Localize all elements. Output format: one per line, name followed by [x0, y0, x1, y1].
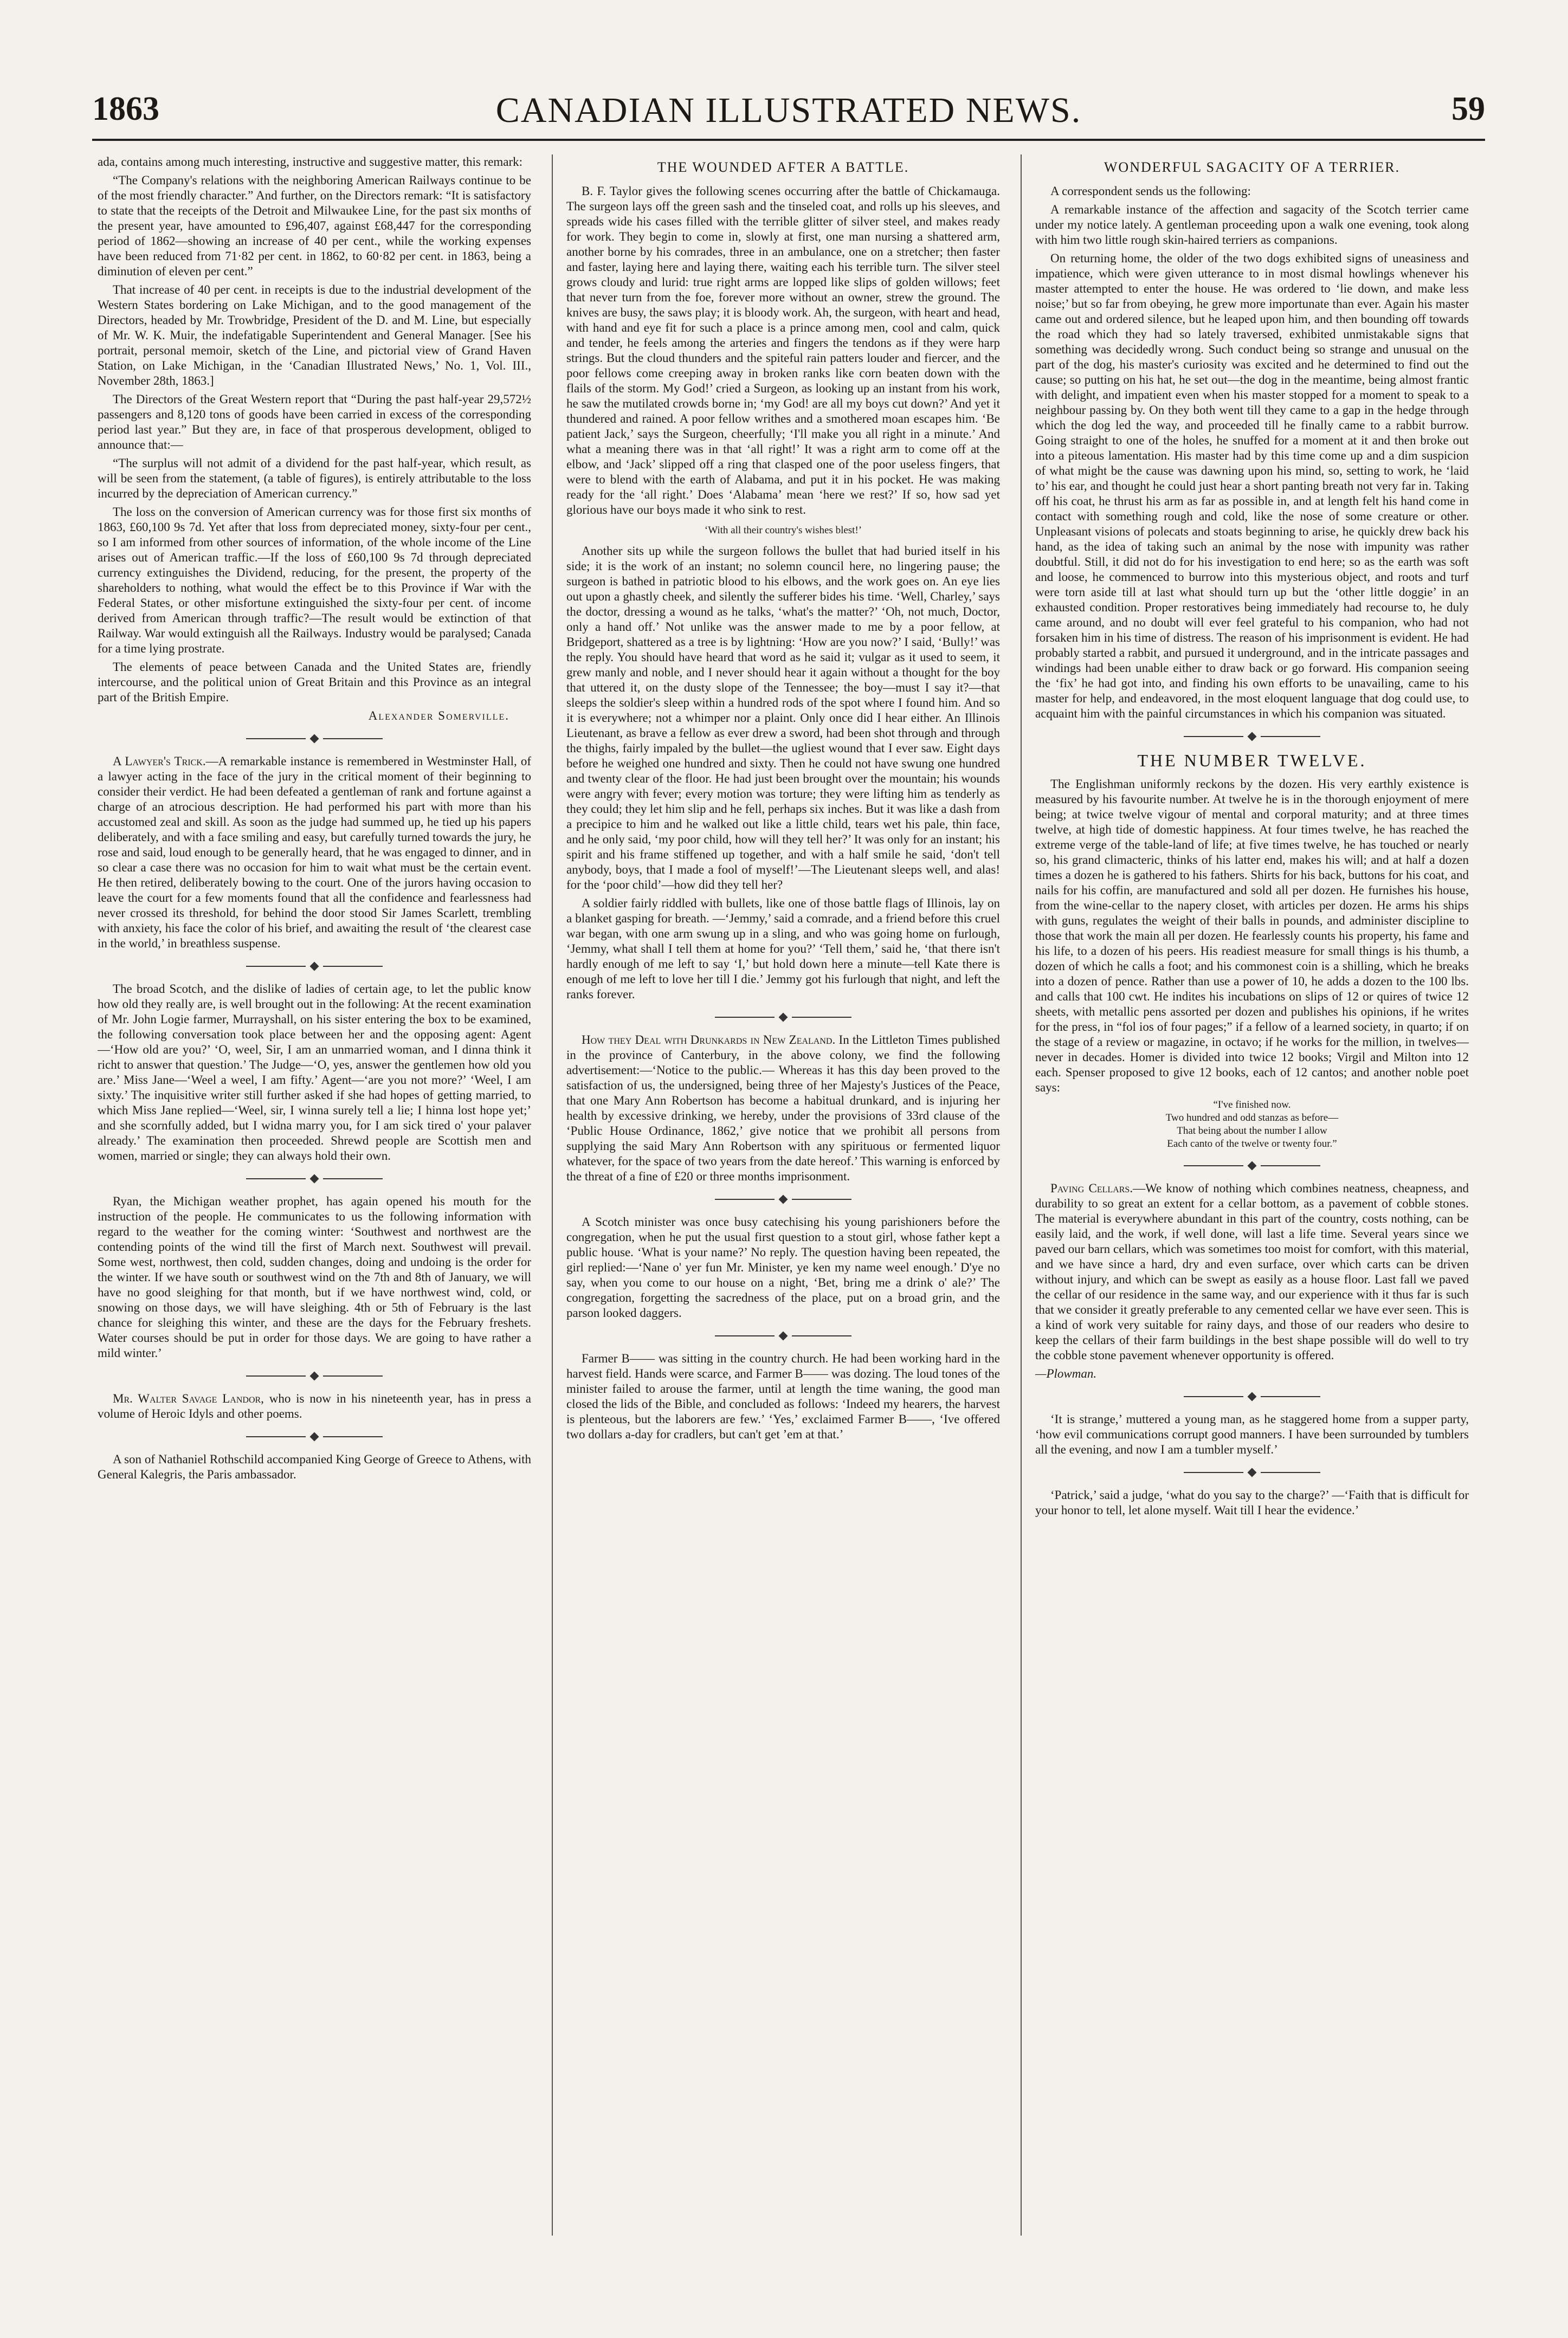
page-number: 59 — [1451, 91, 1485, 127]
source-credit: —Plowman. — [1035, 1367, 1097, 1380]
section-divider — [1035, 1469, 1469, 1476]
section-divider — [566, 1196, 1000, 1203]
section-divider — [1035, 1162, 1469, 1169]
article-paragraph: Ryan, the Michigan weather prophet, has again opened his mouth for the instruction of the people. He communicates to us the following information with regard to the weather for the coming winter: ‘Southwest and northwest are the contending points of the wind till the first of March next. Southwest will prevail. Some west, northwest, then cold, sudden changes, doing and undoing is the order for the winter. If we have south or southwest wind on the 7th and 8th of January, we will have no good sleighing for that month, but if we have northwest wind, cold, or snowing on those days, we will have sleighing. 4th or 5th of February is the last chance for sleighing this winter, and these are the days for the February freshets. Water courses should be put in order for those days. We are going to have rather a mild winter.’ — [98, 1194, 531, 1360]
verse-line: Each canto of the twelve or twenty four.” — [1167, 1138, 1337, 1149]
article-paragraph: A remarkable instance of the affection and sagacity of the Scotch terrier came under my notice lately. A gentleman proceeding upon a walk one evening, took along with him two little rough skin-haired terriers as companions. — [1035, 203, 1469, 247]
article-paragraph: A correspondent sends us the following: — [1050, 184, 1251, 198]
section-divider — [566, 1014, 1000, 1021]
article-paragraph: ada, contains among much interesting, instructive and suggestive matter, this remark: — [98, 155, 523, 169]
publication-title: CANADIAN ILLUSTRATED NEWS. — [495, 91, 1082, 130]
item-text: who is now in his nineteenth year, has in press a volume of Heroic Idyls and other poems. — [98, 1392, 531, 1420]
article-paragraph: Another sits up while the surgeon follows the bullet that had buried itself in his side; it is the work of an instant; no solemn council here, no lingering pause; the surgeon is bathed in patriotic blood to his elbows, and the work goes on. An eye lies out upon a ghastly cheek, and silently the sufferer bides his time. ‘Well, Charley,’ says the doctor, dressing a wound as he talks, ‘what's the matter?’ ‘Oh, not much, Doctor, only a hand off.’ Not unlike was the answer made to me by a poor fellow, at Bridgeport, shattered as a tree is by lightning: ‘How are you now?’ I said, ‘Bully!’ was the reply. You should have heard that word as he said it; vulgar as it used to seem, it grew manly and noble, and I never should hear it again without a thought for the boy that uttered it, on the dusty slope of the Tennessee; the boy—must I say it?—that sleeps the soldier's sleep within a hundred rods of the spot where I found him. And so it is everywhere; not a whimper nor a plaint. Only once did I hear either. An Illinois Lieutenant, as brave a fellow as ever drew a sword, had been shot through and through the thighs, fairly impaled by the bullet—the ugliest wound that I ever saw. Eight days before he weighed one hundred and sixty. Then he could not have swung one hundred and twenty clear of the floor. He had just been brought over the mountain; his wounds were angry with fever; every motion was torture; they were lifting him as tenderly as they could; they let him slip and he fell, perhaps six inches. But it was like a dash from a precipice to him and he walked out like a little child, tears wet his pale, thin face, and he only said, ‘my poor child, how will they tell her?’ It was only for an instant; his spirit and his frame stiffened up together, and with a half smile he said, ‘don't tell anybody, boys, that I made a fool of myself!’—The Lieutenant sleeps well, and alas! for the ‘poor child’—how did they tell her? — [566, 544, 1000, 892]
article-paragraph: That increase of 40 per cent. in receipts is due to the industrial development of the Western States bordering on Lake Michigan, and to the good management of the Directors, headed by Mr. Trowbridge, President of the D. and M. Line, but especially of Mr. W. K. Muir, the indefatigable Superintendent and General Manager. [See his portrait, personal memoir, sketch of the Line, and pictorial view of Grand Haven Station, on Lake Michigan, in the ‘Canadian Illustrated News,’ No. 1, Vol. III., November 28th, 1863.] — [98, 283, 531, 387]
section-divider — [98, 1373, 531, 1379]
verse-line: “I've finished now. — [1213, 1099, 1291, 1110]
section-divider — [1035, 733, 1469, 740]
item-lead: How they Deal with Drunkards in New Zealand. — [582, 1033, 836, 1047]
column-left — [98, 154, 531, 2268]
header-rule — [92, 139, 1485, 141]
article-paragraph: Farmer B—— was sitting in the country church. He had been working hard in the harvest field. Hands were scarce, and Farmer B—— was dozing. The loud tones of the minister failed to arouse the farmer, until at length the time waning, the good man closed the lids of the Bible, and concluded as follows: ‘Indeed my hearers, the harvest is plenteous, but the laborers are few.’ ‘Yes,’ exclaimed Farmer B——, ‘Ive offered two dollars a-day for cradlers, but can't get ’em at that.’ — [566, 1352, 1000, 1441]
section-divider — [98, 1176, 531, 1182]
article-paragraph: ‘It is strange,’ muttered a young man, as he staggered home from a supper party, ‘how evil communications corrupt good manners. I have been surrounded by tumblers all the evening, and now I am a tumbler myself.’ — [1035, 1412, 1469, 1456]
article-paragraph: A soldier fairly riddled with bullets, like one of those battle flags of Illinois, lay on a blanket gasping for breath. —‘Jemmy,’ said a comrade, and a friend before this cruel war began, with one arm swung up in a sling, and who was going home on furlough, ‘Jemmy, what shall I tell them at home for you?’ ‘Tell them,’ said he, ‘that there isn't hardly enough of me left to say ‘I,’ but hold down here a minute—tell Kate there is enough of me left to love her till I die.’ Jemmy got his furlough that night, and left the ranks forever. — [566, 896, 1000, 1001]
masthead — [92, 87, 1485, 146]
section-divider — [566, 1333, 1000, 1339]
article-paragraph: The loss on the conversion of American currency was for those first six months of 1863, £60,100 9s 7d. Yet after that loss from depreciated money, sixty-four per cent., so I am informed from other sources of information, of the whole income of the Line arises out of American traffic.—If the loss of £60,100 9s 7d through depreciated currency extinguishes the Dividend, reducing, for the present, the property of the shareholders to nothing, what would the effect be to this Province if War with the Federal States, or other misfortune extinguished the sixty-four per cent. of income derived from American through traffic?—The result would be extinction of that Railway. War would extinguish all the Railways. Industry would be paralysed; Canada for a time lying prostrate. — [98, 505, 531, 655]
item-lead: A Lawyer's Trick. — [113, 754, 206, 768]
article-paragraph: A son of Nathaniel Rothschild accompanied King George of Greece to Athens, with General Kalegris, the Paris ambassador. — [98, 1452, 531, 1481]
item-text: —A remarkable instance is remembered in Westminster Hall, of a lawyer acting in the face of the jury in the critical moment of their beginning to consider their verdict. He had been defeated a gentleman of rank and fortune against a charge of an atrocious description. He had performed his part with more than his accustomed zeal and skill. As soon as the judge had summed up, he tied up his papers deliberately, and with a face smiling and easy, but carefully turned towards the jury, he rose and said, loud enough to be generally heard, that he was engaged to dinner, and in so clear a case there was no occasion for him to wait what must be the certain event. He then retired, deliberately bowing to the court. One of the jurors having occasion to leave the court for a few moments found that all the confidence and fearlessness had never crossed its threshold, for behind the door stood Sir James Scarlett, trembling with anxiety, his face the color of his brief, and awaiting the result of ‘the clearest case in the world,’ in breathless suspense. — [98, 754, 531, 950]
article-paragraph — [98, 754, 531, 951]
article-paragraph — [98, 1391, 531, 1422]
article-paragraph: The Directors of the Great Western report that “During the past half-year 29,572½ passengers and 8,120 tons of goods have been carried in excess of the corresponding period last year.” But they are, in face of that prosperous development, obliged to announce that:— — [98, 392, 531, 451]
article-paragraph — [566, 1032, 1000, 1184]
section-divider — [98, 735, 531, 742]
column-divider — [1021, 154, 1022, 2236]
column-right — [1035, 154, 1469, 2268]
article-paragraph: On returning home, the older of the two dogs exhibited signs of uneasiness and impatience, which were given utterance to in most dismal howlings whenever his master attempted to enter the house. He was ordered to ‘lie down, and make less noise;’ but so far from obeying, he grew more importunate than ever. Again his master came out and ordered silence, but he leaped upon him, and then bounding off towards the road which they had so lately traversed, exhibited unmistakable signs that something was decidedly wrong. Such conduct being so strange and unusual on the part of the dog, his master's curiosity was excited and he determined to find out the cause; so putting on his hat, he set out—the dog in the meantime, being almost frantic with delight, and impatient even when his master stopped for a moment to speak to a neighbour passing by. On they both went till they came to a gap in the hedge through which the dog led the way, and proceeded till he finally came to a rabbit burrow. Going straight to one of the holes, he snuffed for a moment at it and then broke out into a piteous lamentation. His master had by this time come up and a dim suspicion of what might be the cause was dawning upon his mind, so, setting to work, he ‘laid to’ his ear, and thought he could just hear a short panting breath not very far in. Taking off his coat, he thrust his arm as far as possible in, and at length felt his hand come in contact with something rough and cold, like the nose of some creature or other. Unpleasant visions of polecats and stoats beginning to arise, he quickly drew back his hand, as the idea of taking such an animal by the nose with impunity was rather doubtful. Still, it did not do for his investigation to end here; so as the earth was soft and loose, he commenced to burrow into this mysterious object, and roots and turf were torn aside till at last what should turn up but the ‘other little doggie’ in an exhausted condition. Proper restoratives being immediately had recourse to, he duly came around, and no doubt will ever feel grateful to his companion, who had not forsaken him in his time of distress. The reason of his imprisonment is evident. He had probably started a rabbit, and pursued it underground, and in the intricate passages and windings had been unable either to draw back or go forward. His companion seeing the ‘fix’ he had got into, and finding his own efforts to be unavailing, came to his master for help, and endeavored, in the most eloquent language that dog could use, to acquaint him with the painful circumstances in which his companion was situated. — [1035, 251, 1469, 720]
column-middle — [566, 154, 1000, 2268]
item-lead: Paving Cellars. — [1050, 1181, 1133, 1195]
item-lead: Mr. Walter Savage Landor, — [113, 1392, 264, 1405]
article-paragraph: “The surplus will not admit of a dividend for the past half-year, which result, as will be seen from the statement, (a table of figures), is entirely attributable to the loss incurred by the depreciation of American currency.” — [98, 456, 531, 500]
section-divider — [1035, 1393, 1469, 1400]
column-divider — [552, 154, 553, 2236]
pull-quote: ‘With all their country's wishes blest!’ — [704, 525, 862, 536]
verse-line: Two hundred and odd stanzas as before— — [1165, 1112, 1339, 1123]
item-text: In the Littleton Times published in the province of Canterbury, in the above colony, we find the following advertisement:—‘Notice to the public.— Whereas it has this day been proved to the satisfaction of us, the undersigned, being three of her Majesty's Justices of the Peace, that one Mary Ann Robertson has become a habitual drunkard, and is injuring her health by excessive drinking, we hereby, under the provisions of 33rd clause of the ‘Public House Ordinance, 1862,’ give notice that we prohibit all persons from supplying the said Mary Ann Robertson with any spirituous or fermented liquor whatever, for the space of two years from the date hereof.’ This warning is enforced by the threat of a fine of £20 or three months imprisonment. — [566, 1033, 1000, 1183]
article-paragraph: ‘Patrick,’ said a judge, ‘what do you say to the charge?’ —‘Faith that is difficult for your honor to tell, let alone myself. Wait till I hear the evidence.’ — [1035, 1488, 1469, 1517]
article-paragraph: The broad Scotch, and the dislike of ladies of certain age, to let the public know how old they really are, is well brought out in the following: At the recent examination of Mr. John Logie farmer, Murrayshall, on his sister entering the box to be examined, the following conversation took place between her and the opposing agent: Agent—‘How old are you?’ ‘O, weel, Sir, I am an unmarried woman, and I dinna think it richt to answer that question.’ The Judge—‘O, yes, answer the gentlemen how old you are.’ Miss Jane—‘Weel a weel, I am fifty.’ Agent—‘are you not more?’ ‘Weel, I am sixty.’ The inquisitive writer still further asked if she had hopes of getting married, to which Miss Jane replied—‘Weel, sir, I winna surely tell a lie; I hinna lost hope yet;’ and she scornfully added, but I widna marry you, for I am sick tired o' your palaver already.’ The examination then proceeded. Shrewd people are Scottish men and women, married or single; they can always hold their own. — [98, 982, 531, 1162]
article-paragraph — [1035, 1181, 1469, 1363]
section-divider — [98, 963, 531, 970]
article-paragraph: A Scotch minister was once busy catechising his young parishioners before the congregation, when he put the usual first question to a stout girl, whose father kept a public house. ‘What is your name?’ No reply. The question having been repeated, the girl replied:—‘Nane o' yer fun Mr. Minister, ye ken my name weel enough.’ D'ye no say, when you come to our house on a night, ‘Bet, bring me a drink o' ale?’ The congregation, forgetting the sacredness of the place, put on a broad grin, and the parson looked daggers. — [566, 1215, 1000, 1320]
article-paragraph: “The Company's relations with the neighboring American Railways continue to be of the most friendly character.” And further, on the Directors remark: “It is satisfactory to state that the receipts of the Detroit and Milwaukee Line, for the past six months of the present year, have amounted to £96,407, against £68,447 for the corresponding period of 1862—showing an increase of 40 per cent., while the working expenses have been reduced from 71·82 per cent. in 1862, to 60·82 per cent. in 1863, being a diminution of eleven per cent.” — [98, 173, 531, 278]
issue-year: 1863 — [92, 91, 159, 127]
verse-line: That being about the number I allow — [1177, 1125, 1327, 1136]
article-paragraph: B. F. Taylor gives the following scenes occurring after the battle of Chickamauga. The surgeon lays off the green sash and the tinseled coat, and rolls up his sleeves, and spreads wide his cases filled with the terrible glitter of silver steel, and makes ready for work. They begin to come in, slowly at first, one man nursing a shattered arm, another borne by his comrades, three in an ambulance, one on a stretcher; then faster and faster, laying here and laying there, waiting each his terrible turn. The silver steel grows cloudy and lurid: true right arms are lopped like slips of golden willows; feet that never turn from the foe, forever more without an owner, strew the ground. The knives are busy, the saws play; it is bloody work. Ah, the surgeon, with heart and head, with hand and eye fit for such a place is a prince among men, cool and calm, quick and tender, he feels among the arteries and fingers the tendons as if they were harp strings. But the cloud thunders and the spiteful rain patters louder and fiercer, and the poor fellows come creeping away in broken ranks like corn beaten down with the flails of the storm. My God!’ cried a Surgeon, as looking up an instant from his work, he saw the mutilated crowds borne in; ‘my God! are all my boys cut down?’ And yet it thundered and rained. A poor fellow writhes and a smothered moan escapes him. ‘Be patient Jack,’ says the Surgeon, cheerfully; ‘I'll make you all right in a minute.’ And what a meaning there was in that ‘all right!’ It was a right arm to come off at the elbow, and ‘Jack’ slipped off a ring that clasped one of the poor useless fingers, that were to blend with the earth of Alabama, and put it in his pocket. He was making ready for the ‘all right.’ Does ‘Alabama’ mean ‘here we rest?’ If so, how sad yet glorious have our boys made it who sink to rest. — [566, 184, 1000, 516]
article-title: WONDERFUL SAGACITY OF A TERRIER. — [1104, 159, 1401, 175]
article-title: THE WOUNDED AFTER A BATTLE. — [657, 159, 909, 175]
article-title: THE NUMBER TWELVE. — [1137, 751, 1367, 770]
section-divider — [98, 1433, 531, 1440]
article-paragraph: The elements of peace between Canada and the United States are, friendly intercourse, and the political union of Great Britain and this Province as an integral part of the British Empire. — [98, 660, 531, 704]
author-signature: Alexander Somerville. — [368, 709, 509, 722]
article-paragraph: The Englishman uniformly reckons by the dozen. His very earthly existence is measured by his favourite number. At twelve he is in the thorough enjoyment of mere being; at twice twelve vigour of mental and corporal maturity; and at three times twelve, at high tide of domestic happiness. At four times twelve, he has reached the extreme verge of the table-land of life; at five times twelve, he has touched or nearly so, his grand climacteric, thinks of his latter end, makes his will; and at half a dozen times a dozen he is gathered to his fathers. Shirts for his back, buttons for his coat, and nails for his coffin, are manufactured and sold all per dozen. He furnishes his house, from the wine-cellar to the napery closet, with articles per dozen. He arms his ships with guns, regulates the weight of their balls in pounds, and administer discipline to those that work the main all per dozen. He fearlessly counts his property, his fame and his life, to a dozen of his peers. His readiest measure for small things is his thumb, a dozen of which he calls a foot; and his commonest coin is a shilling, which he breaks into a dozen of pence. Rather than use a power of 10, he adds a dozen to the 100 lbs. and calls that 100 cwt. He indites his incubations on slips of 12 or quires of twice 12 sheets, with metallic pens assorted per dozen and publishes his opinions, if he writes for the press, in “fol ios of four pages;” if a fellow of a learned society, in quarto; if on the stage of a review or magazine, in octavo; if he works for the million, in twelves—never in decades. Homer is divided into twice 12 books; Virgil and Milton into 12 each. Spenser proposed to give 12 books, each of 12 cantos; and another noble poet says: — [1035, 777, 1469, 1094]
item-text: —We know of nothing which combines neatness, cheapness, and durability to so great an extent for a cellar bottom, as a pavement of cobble stones. The material is everywhere abundant in this part of the country, costs nothing, can be easily laid, and the work, if well done, will last a life time. Several years since we paved our barn cellars, which was sometimes too moist for comfort, with this material, and we have since a hard, dry and even surface, over which carts can be driven without injury, and which can be swept as easily as a house floor. Last fall we paved the cellar of our residence in the same way, and our experience with it thus far is such that we consider it greatly preferable to any cemented cellar we have ever seen. This is a kind of work very suitable for rainy days, and those of our readers who desire to keep the cellars of their farm buildings in the best shape possible will do well to try the cobble stone pavement whenever opportunity is offered. — [1035, 1181, 1469, 1362]
